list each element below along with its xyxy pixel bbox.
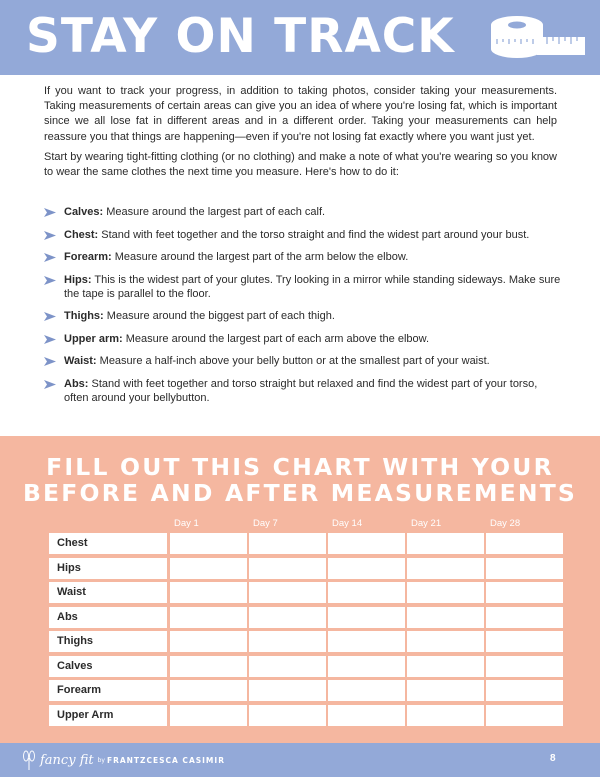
tip-text: Measure around the largest part of each arm above the elbow. (122, 332, 430, 345)
measurement-cell[interactable] (249, 680, 326, 701)
footer (0, 743, 600, 777)
chart-title (0, 454, 600, 506)
row-label: Waist (49, 582, 167, 603)
bullet-arrow-icon (44, 380, 56, 389)
tip-term: Chest: (64, 228, 99, 241)
measurement-cell[interactable] (407, 533, 484, 554)
measurement-cell[interactable] (486, 680, 563, 701)
measurement-cell[interactable] (407, 656, 484, 677)
bullet-arrow-icon (44, 276, 56, 285)
tip-term: Forearm: (64, 251, 112, 263)
measurement-cell[interactable] (328, 680, 405, 701)
measurement-cell[interactable] (170, 558, 247, 579)
chart-title-line-1: FILL OUT THIS CHART WITH YOUR (46, 453, 554, 481)
tip-term: Thighs: (64, 310, 104, 322)
measurement-cell[interactable] (486, 558, 563, 579)
list-item (44, 354, 564, 368)
page-number: 8 (550, 753, 556, 764)
row-label: Forearm (49, 680, 167, 701)
measurement-cell[interactable] (328, 607, 405, 628)
tip-text: Stand with feet together and torso straight but relaxed and find the widest part of your torso, often around your bellybutton. (64, 377, 538, 404)
row-label: Upper Arm (49, 705, 167, 726)
tip-text: Measure a half-inch above your belly button or at the smallest part of your waist. (96, 355, 490, 367)
tip-term: Upper arm: (64, 332, 123, 345)
chart-title-line-2: BEFORE AND AFTER MEASUREMENTS (22, 479, 578, 507)
bullet-arrow-icon (44, 231, 56, 240)
measurement-cell[interactable] (249, 705, 326, 726)
list-item (44, 377, 564, 405)
row-label: Calves (49, 656, 167, 677)
measurement-cell[interactable] (170, 680, 247, 701)
page-title: STAY ON TRACK (26, 9, 455, 64)
measurement-cell[interactable] (249, 656, 326, 677)
list-item (44, 332, 564, 346)
bullet-arrow-icon (44, 335, 56, 344)
measurement-cell[interactable] (170, 705, 247, 726)
day-header: Day 14 (332, 518, 363, 529)
list-item (44, 228, 564, 242)
measurement-cell[interactable] (249, 558, 326, 579)
measurement-cell[interactable] (249, 533, 326, 554)
bullet-arrow-icon (44, 357, 56, 366)
measurement-cell[interactable] (249, 631, 326, 652)
measurement-cell[interactable] (328, 631, 405, 652)
measurement-cell[interactable] (407, 705, 484, 726)
measurement-tips-list (44, 205, 564, 413)
measurement-cell[interactable] (328, 582, 405, 603)
measurement-cell[interactable] (486, 631, 563, 652)
measurement-cell[interactable] (407, 631, 484, 652)
measurement-cell[interactable] (328, 533, 405, 554)
day-header: Day 1 (174, 518, 199, 529)
measurement-cell[interactable] (486, 533, 563, 554)
intro-paragraph-1: If you want to track your progress, in addition to taking photos, consider taking your measurements. Taking measurements of certain areas can give you an idea of where you're losing fat, which is important since we all lose fat in different areas and in a different order. Taking your measurements can help reassure you that things are happening—even if you're not losing fat exactly where you want just yet. (44, 85, 557, 143)
measurement-cell[interactable] (486, 656, 563, 677)
measurement-cell[interactable] (328, 656, 405, 677)
list-item (44, 205, 564, 219)
measurement-chart-section (0, 436, 600, 743)
header-banner (0, 0, 600, 75)
measurement-cell[interactable] (170, 656, 247, 677)
list-item (44, 273, 564, 301)
row-label: Abs (49, 607, 167, 628)
day-header: Day 21 (411, 518, 442, 529)
intro-paragraph-2: Start by wearing tight-fitting clothing (or no clothing) and make a note of what you're wearing so you know to wear the same clothes the next time you measure. Here's how to do it: (44, 150, 557, 179)
measurement-cell[interactable] (170, 582, 247, 603)
measurement-cell[interactable] (407, 680, 484, 701)
measuring-tape-icon (487, 11, 587, 63)
bullet-arrow-icon (44, 312, 56, 321)
row-label: Hips (49, 558, 167, 579)
list-item (44, 309, 564, 323)
tip-text: This is the widest part of your glutes. Try looking in a mirror while standing sideways. Make sure the tape is parallel to the floor. (64, 273, 561, 300)
list-item (44, 250, 564, 264)
tip-text: Measure around the largest part of the arm below the elbow. (111, 251, 409, 263)
tip-term: Calves: (64, 206, 104, 218)
tip-term: Abs: (64, 377, 89, 390)
intro-text (44, 84, 557, 185)
measurement-cell[interactable] (328, 705, 405, 726)
tip-term: Hips: (64, 273, 92, 286)
measurement-cell[interactable] (249, 582, 326, 603)
logo-script: fancy fit (40, 752, 94, 768)
row-label: Thighs (49, 631, 167, 652)
measurement-cell[interactable] (407, 582, 484, 603)
measurement-cell[interactable] (328, 558, 405, 579)
logo-by: by (97, 756, 105, 764)
measurement-cell[interactable] (407, 558, 484, 579)
measurement-cell[interactable] (486, 705, 563, 726)
logo-name: FRANTZCESCA CASIMIR (106, 755, 225, 765)
bullet-arrow-icon (44, 208, 56, 217)
measurement-cell[interactable] (486, 582, 563, 603)
flower-icon (22, 750, 36, 770)
measurement-cell[interactable] (170, 607, 247, 628)
tip-text: Stand with feet together and the torso straight and find the widest part around your bust. (98, 228, 530, 241)
measurement-cell[interactable] (486, 607, 563, 628)
measurement-cell[interactable] (407, 607, 484, 628)
row-label: Chest (49, 533, 167, 554)
measurement-cell[interactable] (249, 607, 326, 628)
tip-text: Measure around the biggest part of each thigh. (103, 310, 335, 322)
bullet-arrow-icon (44, 253, 56, 262)
measurement-cell[interactable] (170, 533, 247, 554)
day-header: Day 7 (253, 518, 278, 529)
measurement-cell[interactable] (170, 631, 247, 652)
brand-logo (22, 748, 225, 772)
tip-term: Waist: (64, 355, 97, 367)
tip-text: Measure around the largest part of each calf. (103, 206, 326, 218)
day-header: Day 28 (490, 518, 521, 529)
